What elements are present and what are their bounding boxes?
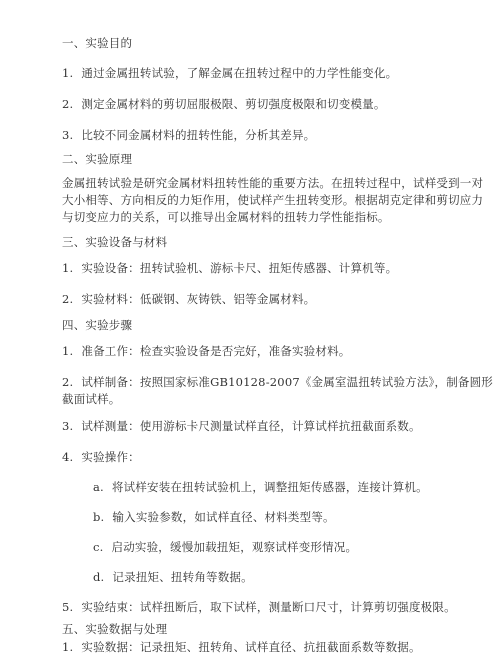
item-number: 4. (62, 450, 74, 464)
item-text: 实验设备：扭转试验机、游标卡尺、扭矩传感器、计算机等。 (81, 261, 398, 275)
sub-list-item (93, 570, 253, 585)
item-text: 准备工作：检查实验设备是否完好，准备实验材料。 (81, 344, 351, 358)
item-number: 1. (62, 640, 74, 654)
section-heading-purpose: 一、实验目的 (62, 36, 133, 50)
section-heading-principle: 二、实验原理 (62, 152, 133, 166)
section-heading-steps: 四、实验步骤 (62, 318, 133, 332)
sub-item-text: 输入实验参数，如试样直径、材料类型等。 (112, 510, 335, 524)
item-number: 1. (62, 261, 74, 275)
sub-item-letter: a. (93, 480, 104, 494)
list-item (62, 66, 397, 81)
item-number: 3. (62, 128, 74, 142)
item-text: 比较不同金属材料的扭转性能，分析其差异。 (81, 128, 316, 142)
section-heading-equipment: 三、实验设备与材料 (62, 235, 168, 249)
sub-item-letter: d. (93, 570, 105, 584)
list-item-continuation: 截面试样。 (62, 392, 121, 406)
sub-item-text: 将试样安装在扭转试验机上，调整扭矩传感器，连接计算机。 (111, 480, 428, 494)
sub-list-item (93, 540, 357, 555)
sub-list-item (93, 510, 335, 525)
item-number: 2. (62, 375, 74, 389)
paragraph-line: 大小相等、方向相反的力矩作用，使试样产生扭转变形。根据胡克定律和剪切应力 (62, 193, 484, 207)
item-number: 3. (62, 419, 74, 433)
list-item (62, 97, 386, 112)
item-number: 1. (62, 344, 74, 358)
item-number: 2. (62, 97, 74, 111)
item-text: 试样测量：使用游标卡尺测量试样直径，计算试样抗扭截面系数。 (81, 419, 421, 433)
list-item (62, 292, 315, 307)
sub-item-letter: c. (93, 540, 104, 554)
item-number: 2. (62, 292, 74, 306)
list-item (62, 128, 315, 143)
list-item (62, 419, 421, 434)
sub-item-text: 启动实验，缓慢加载扭矩，观察试样变形情况。 (111, 540, 358, 554)
section-heading-data: 五、实验数据与处理 (62, 622, 168, 636)
list-item (62, 640, 421, 655)
list-item (62, 344, 350, 359)
list-item (62, 600, 456, 615)
list-item (62, 375, 493, 390)
item-text: 测定金属材料的剪切屈服极限、剪切强度极限和切变模量。 (81, 97, 386, 111)
item-text: 实验材料：低碳钢、灰铸铁、铝等金属材料。 (81, 292, 316, 306)
item-text: 实验结束：试样扭断后，取下试样，测量断口尺寸，计算剪切强度极限。 (81, 600, 456, 614)
item-text: 试样制备：按照国家标准GB10128-2007《金属室温扭转试验方法》，制备圆形 (81, 375, 493, 389)
paragraph-line: 金属扭转试验是研究金属材料扭转性能的重要方法。在扭转过程中，试样受到一对 (62, 176, 484, 190)
item-number: 1. (62, 66, 74, 80)
item-number: 5. (62, 600, 74, 614)
sub-item-text: 记录扭矩、扭转角等数据。 (112, 570, 253, 584)
sub-item-letter: b. (93, 510, 105, 524)
item-text: 实验数据：记录扭矩、扭转角、试样直径、抗扭截面系数等数据。 (81, 640, 421, 654)
list-item (62, 261, 397, 276)
item-text: 实验操作： (81, 450, 140, 464)
list-item (62, 450, 140, 465)
sub-list-item (93, 480, 428, 495)
paragraph-line: 与切变应力的关系，可以推导出金属材料的扭转力学性能指标。 (62, 210, 390, 224)
item-text: 通过金属扭转试验，了解金属在扭转过程中的力学性能变化。 (81, 66, 398, 80)
